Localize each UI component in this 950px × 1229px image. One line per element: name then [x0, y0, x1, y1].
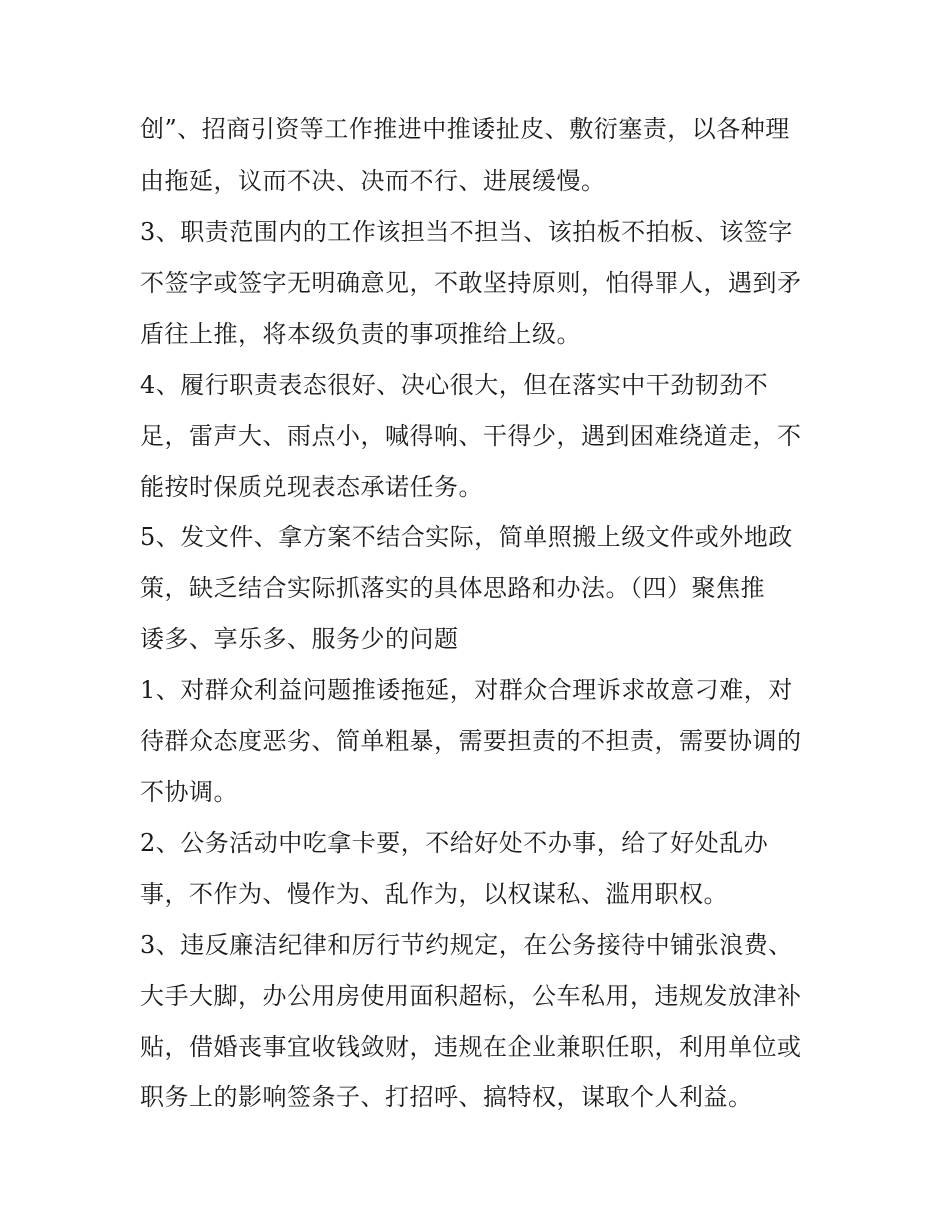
- text-line: 2、公务活动中吃拿卡要，不给好处不办事，给了好处乱办: [140, 829, 769, 857]
- text-line: 职务上的影响签条子、打招呼、搞特权，谋取个人利益。: [140, 1083, 753, 1111]
- text-line: 3、违反廉洁纪律和厉行节约规定，在公务接待中铺张浪费、: [140, 931, 793, 959]
- text-line: 足，雷声大、雨点小，喊得响、干得少，遇到困难绕道走，不: [140, 422, 802, 450]
- text-line: 4、履行职责表态很好、决心很大，但在落实中干劲韧劲不: [140, 371, 769, 399]
- text-line: 不签字或签字无明确意见，不敢坚持原则，怕得罪人，遇到矛: [140, 269, 802, 297]
- text-line: 1、对群众利益问题推诿拖延，对群众合理诉求故意刁难，对: [140, 676, 793, 704]
- text-line: 盾往上推，将本级负责的事项推给上级。: [140, 320, 581, 348]
- text-line: 事，不作为、慢作为、乱作为，以权谋私、滥用职权。: [140, 880, 728, 908]
- text-line: 不协调。: [140, 778, 238, 806]
- text-line: 大手大脚，办公用房使用面积超标，公车私用，违规发放津补: [140, 982, 802, 1010]
- text-line: 创”、招商引资等工作推进中推诿扯皮、敷衍塞责，以各种理: [140, 115, 790, 143]
- text-line: 能按时保质兑现表态承诺任务。: [140, 473, 483, 501]
- text-line: 5、发文件、拿方案不结合实际，简单照搬上级文件或外地政: [140, 523, 793, 551]
- text-line: 贴，借婚丧事宜收钱敛财，违规在企业兼职任职，利用单位或: [140, 1033, 802, 1061]
- text-line: 待群众态度恶劣、简单粗暴，需要担责的不担责，需要协调的: [140, 727, 802, 755]
- text-line: 策，缺乏结合实际抓落实的具体思路和办法。（四）聚焦推: [140, 574, 765, 602]
- text-line: 3、职责范围内的工作该担当不担当、该拍板不拍板、该签字: [140, 218, 793, 246]
- text-line: 诿多、享乐多、服务少的问题: [140, 625, 459, 653]
- text-line: 由拖延，议而不决、决而不行、进展缓慢。: [140, 167, 606, 195]
